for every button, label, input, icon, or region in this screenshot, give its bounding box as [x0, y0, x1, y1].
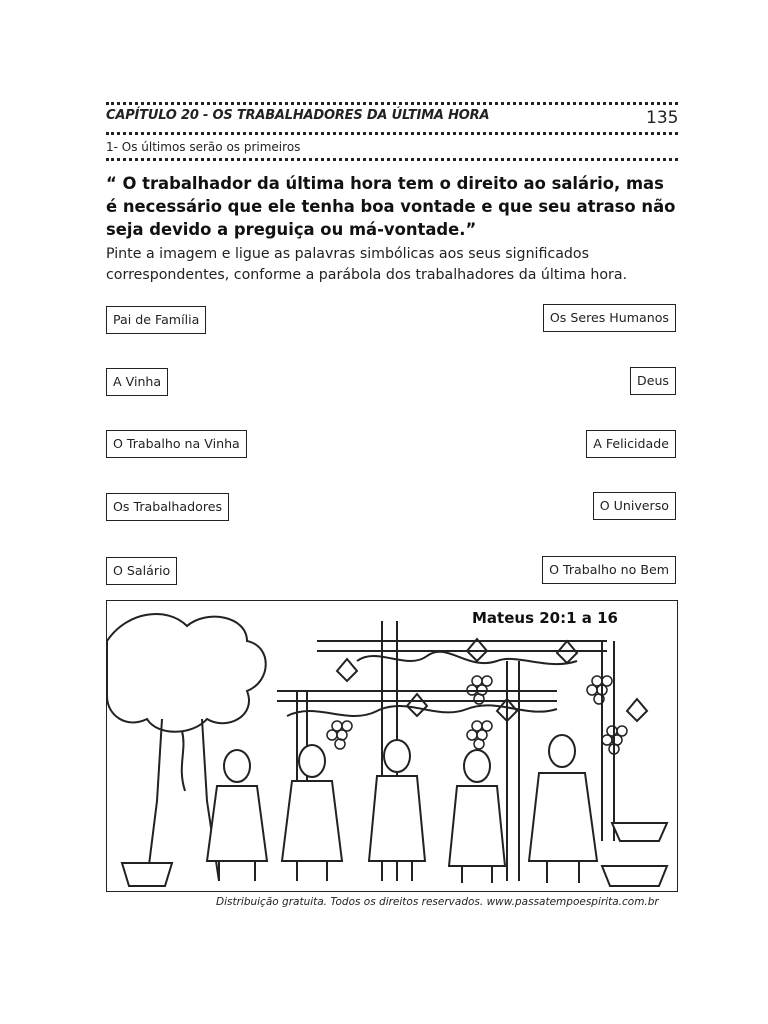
- worker-4: [449, 750, 505, 883]
- worker-1: [207, 750, 267, 881]
- basket-right-lower: [602, 866, 667, 886]
- right-word-box[interactable]: O Universo: [593, 492, 676, 520]
- basket-right-upper: [612, 823, 667, 841]
- top-dotted-rule: [106, 102, 678, 105]
- right-word-box[interactable]: O Trabalho no Bem: [542, 556, 676, 584]
- landowner: [529, 735, 597, 883]
- spirit-quote: “ O trabalhador da última hora tem o direito ao salário, mas é necessário que ele tenha boa vontade e que seu atraso não seja devido a preguiça ou má-vontade.”: [106, 174, 676, 239]
- left-word-box[interactable]: A Vinha: [106, 368, 168, 396]
- middle-dotted-rule: [106, 132, 678, 135]
- right-word-box[interactable]: Deus: [630, 367, 676, 395]
- left-word-box[interactable]: Pai de Família: [106, 306, 206, 334]
- bible-reference: Mateus 20:1 a 16: [472, 609, 618, 627]
- right-word-box[interactable]: A Felicidade: [586, 430, 676, 458]
- footer-copyright: Distribuição gratuita. Todos os direitos reservados. www.passatempoespirita.com.br: [216, 896, 659, 908]
- section-subtitle: 1- Os últimos serão os primeiros: [106, 140, 301, 154]
- page-number: 135: [646, 108, 679, 128]
- instructions: Pinte a imagem e ligue as palavras simbólicas aos seus significados correspondentes, conforme a parábola dos trabalhadores da última hora.: [106, 246, 628, 283]
- lower-dotted-rule: [106, 158, 678, 161]
- left-word-box[interactable]: Os Trabalhadores: [106, 493, 229, 521]
- chapter-title: CAPÍTULO 20 - OS TRABALHADORES DA ÚLTIMA HORA: [106, 108, 490, 123]
- vineyard-drawing: [107, 601, 677, 891]
- worker-3: [369, 740, 425, 881]
- worker-2: [282, 745, 342, 881]
- right-word-box[interactable]: Os Seres Humanos: [543, 304, 676, 332]
- left-word-box[interactable]: O Salário: [106, 557, 177, 585]
- tree-canopy: [107, 614, 266, 732]
- parable-illustration[interactable]: [106, 600, 678, 892]
- vine-left: [357, 652, 577, 664]
- left-word-box[interactable]: O Trabalho na Vinha: [106, 430, 247, 458]
- basket-left: [122, 863, 172, 886]
